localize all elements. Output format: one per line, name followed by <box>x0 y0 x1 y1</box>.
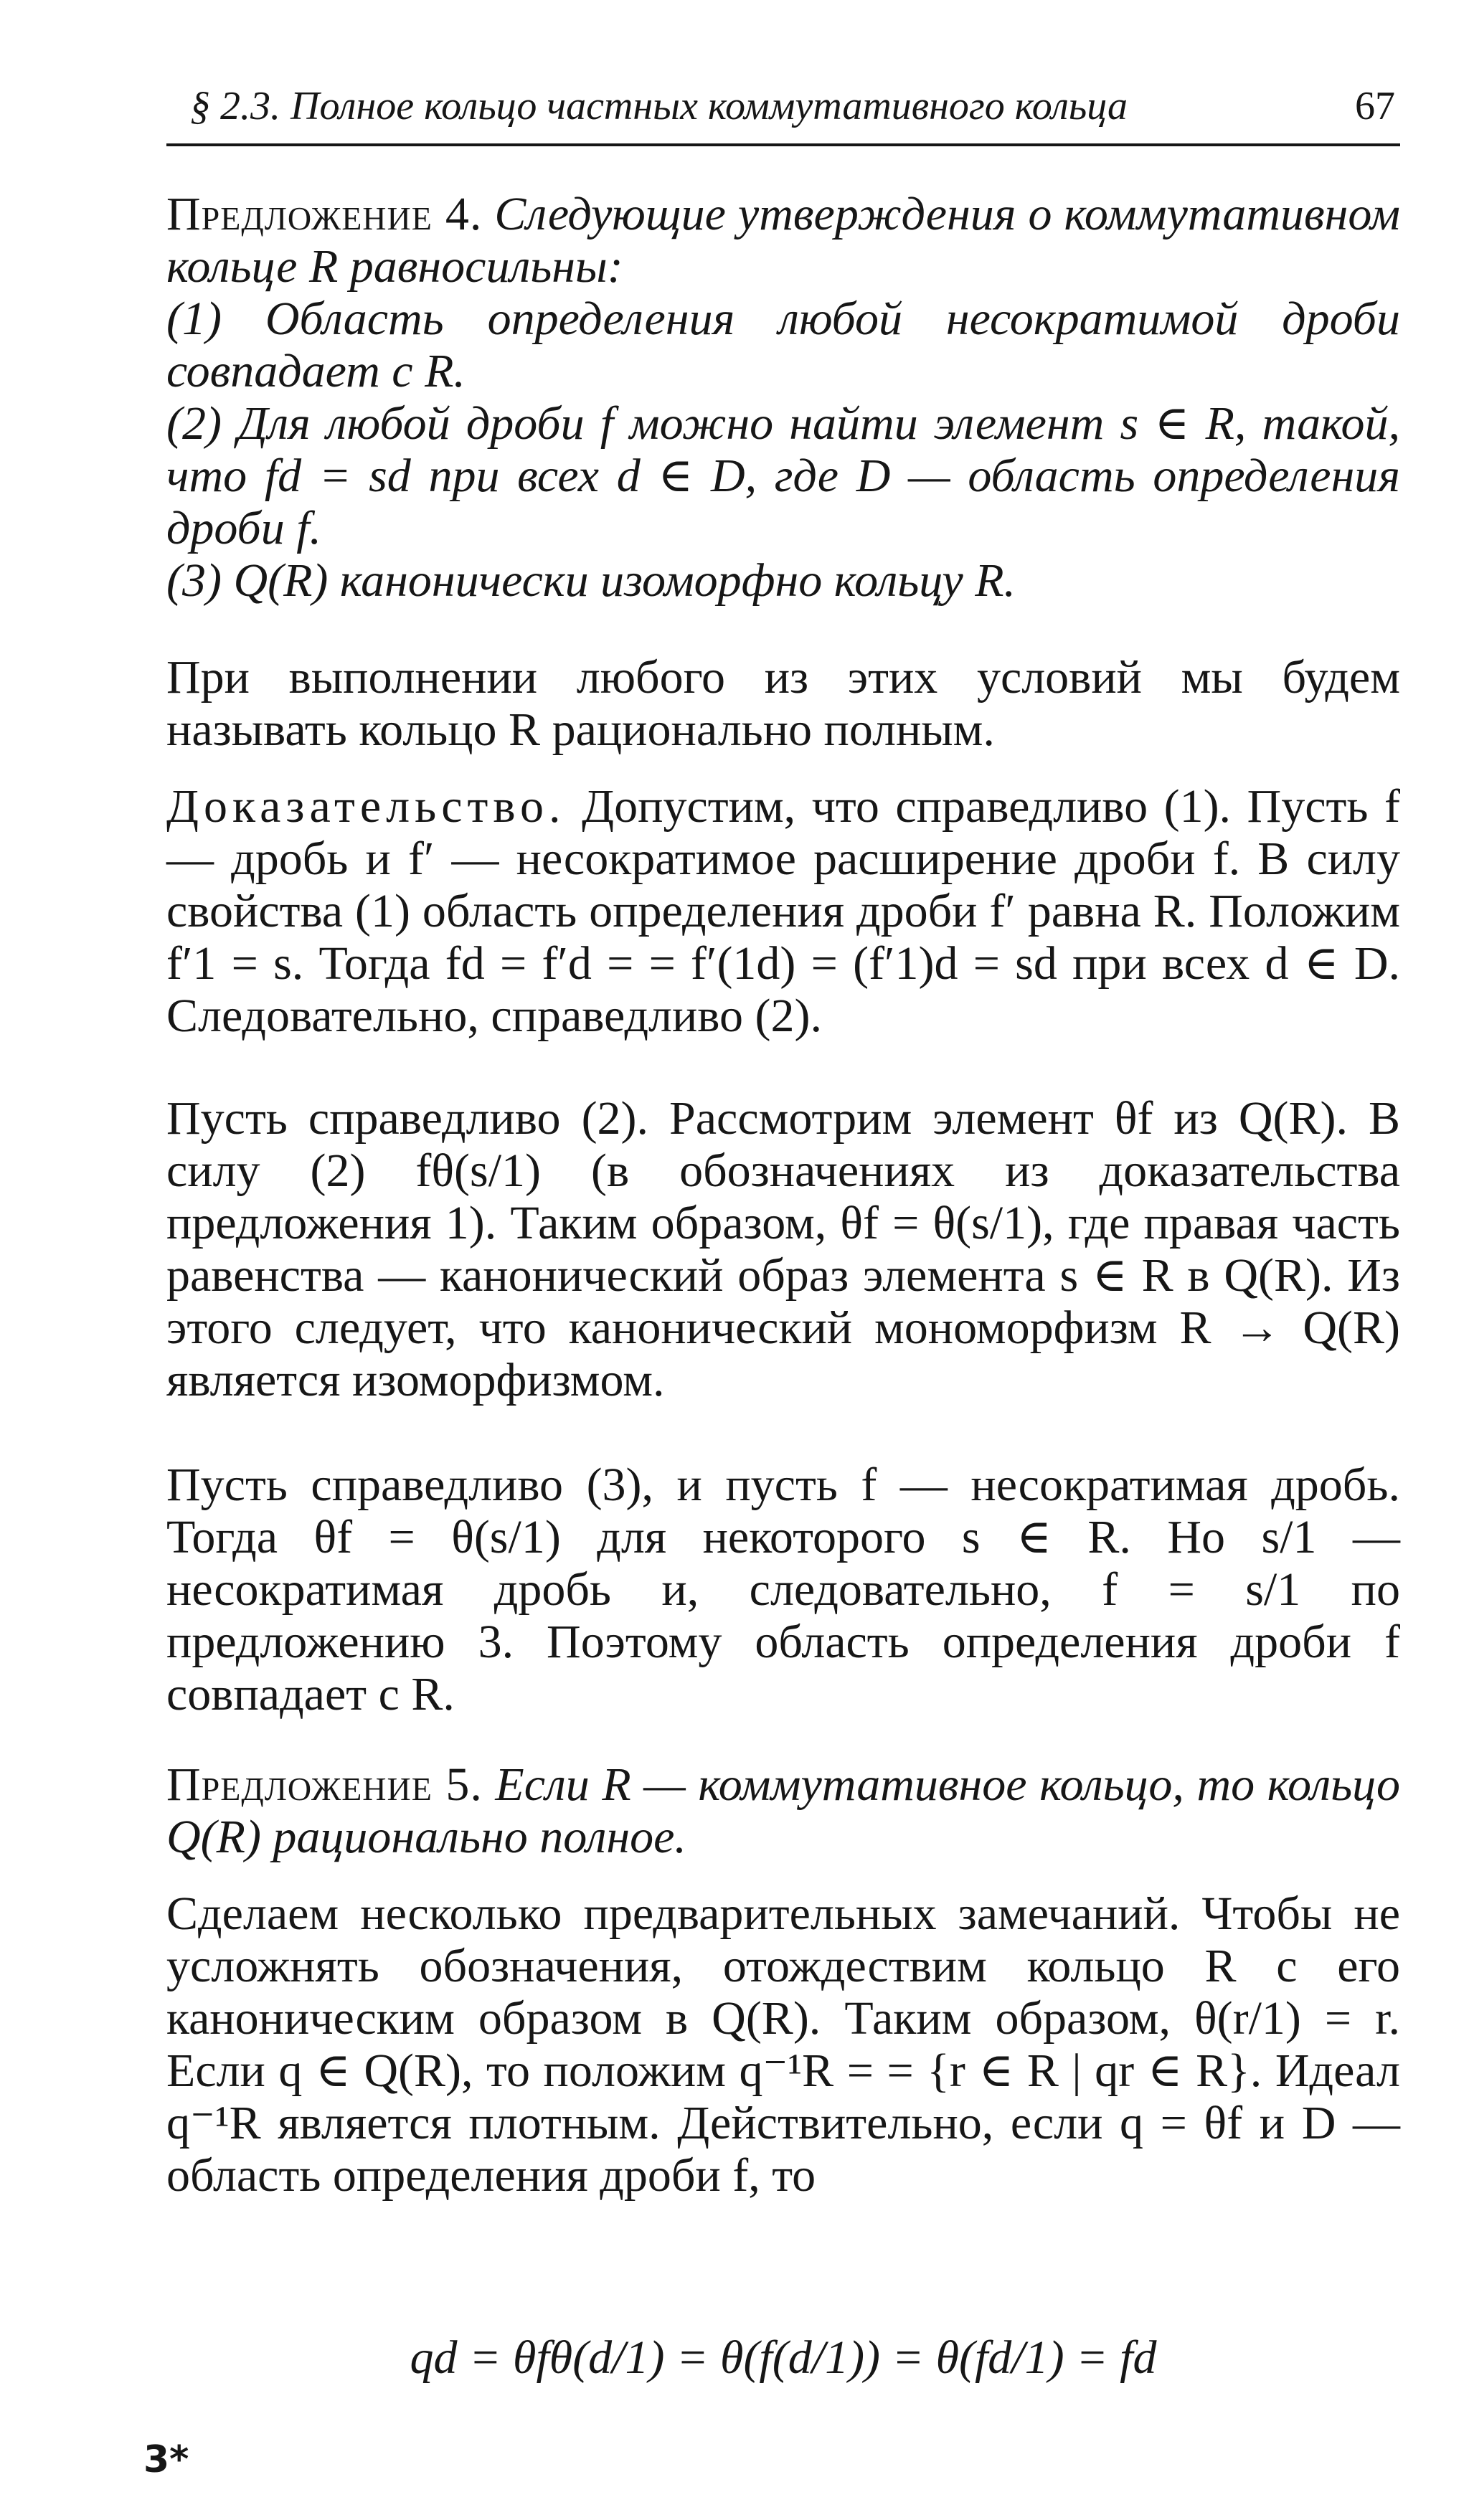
proof-text-2: Пусть справедливо (2). Рассмотрим элемент θf из Q(R). В силу (2) fθ(s/1) (в обозначениях из доказательства предложения 1). Таким образом, θf = θ(s/1), где правая часть равенства — канонический образ элемента s ∈ R в Q(R). Из этого следует, что канонический мономорфизм R → Q(R) является изоморфизмом. <box>166 1092 1400 1406</box>
display-formula: qd = θfθ(d/1) = θ(f(d/1)) = θ(fd/1) = fd <box>410 2331 1157 2384</box>
item-2-text: (2) Для любой дроби f можно найти элемент s ∈ R, такой, что fd = sd при всех d ∈ D, где D — область определения дроби f. <box>166 397 1400 554</box>
proposition-5 <box>166 1758 1400 1863</box>
proof-label: Доказательство. <box>166 780 566 833</box>
header-rule <box>166 143 1400 146</box>
proposition-4 <box>166 188 1400 293</box>
item-1-text: (1) Область определения любой несократимой дроби совпадает с R. <box>166 293 1400 397</box>
proposition-4-item-2 <box>166 397 1400 554</box>
remarks-text: Сделаем несколько предварительных замечаний. Чтобы не усложнять обозначения, отождествим кольцо R с его каноническим образом в Q(R). Таким образом, θ(r/1) = r. Если q ∈ Q(R), то положим q⁻¹R = = {r ∈ R | qr ∈ R}. Идеал q⁻¹R является плотным. Действительно, если q = θf и D — область определения дроби f, то <box>166 1887 1400 2202</box>
proposition-4-label: Предложение 4. <box>166 188 483 240</box>
proposition-4-statement: Следующие утверждения о коммутативном кольце R равносильны: <box>166 188 1401 293</box>
definition-paragraph <box>166 651 1400 756</box>
remarks-paragraph <box>166 1887 1400 2202</box>
section-title: § 2.3. Полное кольцо частных коммутативного кольца <box>190 84 1128 128</box>
proposition-4-item-1 <box>166 293 1400 397</box>
proposition-4-item-3 <box>166 554 1400 607</box>
proposition-5-statement: Если R — коммутативное кольцо, то кольцо Q(R) рационально полное. <box>166 1758 1400 1863</box>
running-header <box>190 77 1395 135</box>
page-number: 67 <box>1355 84 1395 128</box>
proof-text-3: Пусть справедливо (3), и пусть f — несократимая дробь. Тогда θf = θ(s/1) для некоторого s ∈ R. Но s/1 — несократимая дробь и, следовательно, f = s/1 по предложению 3. Поэтому область определения дроби f совпадает с R. <box>166 1459 1400 1720</box>
proof-paragraph-3 <box>166 1459 1400 1720</box>
signature-mark: 3* <box>143 2438 189 2481</box>
item-3-text: (3) Q(R) канонически изоморфно кольцу R. <box>166 554 1016 607</box>
proof-paragraph-1 <box>166 780 1400 1042</box>
proof-text-1: Допустим, что справедливо (1). Пусть f — дробь и f′ — несократимое расширение дроби f. В силу свойства (1) область определения дроби f′ равна R. Положим f′1 = s. Тогда fd = f′d = = f′(1d) = (f′1)d = sd при всех d ∈ D. Следовательно, справедливо (2). <box>166 780 1400 1042</box>
proposition-5-label: Предложение 5. <box>166 1758 483 1811</box>
proof-paragraph-2 <box>166 1092 1400 1406</box>
definition-text: При выполнении любого из этих условий мы будем называть кольцо R рационально полным. <box>166 651 1400 756</box>
